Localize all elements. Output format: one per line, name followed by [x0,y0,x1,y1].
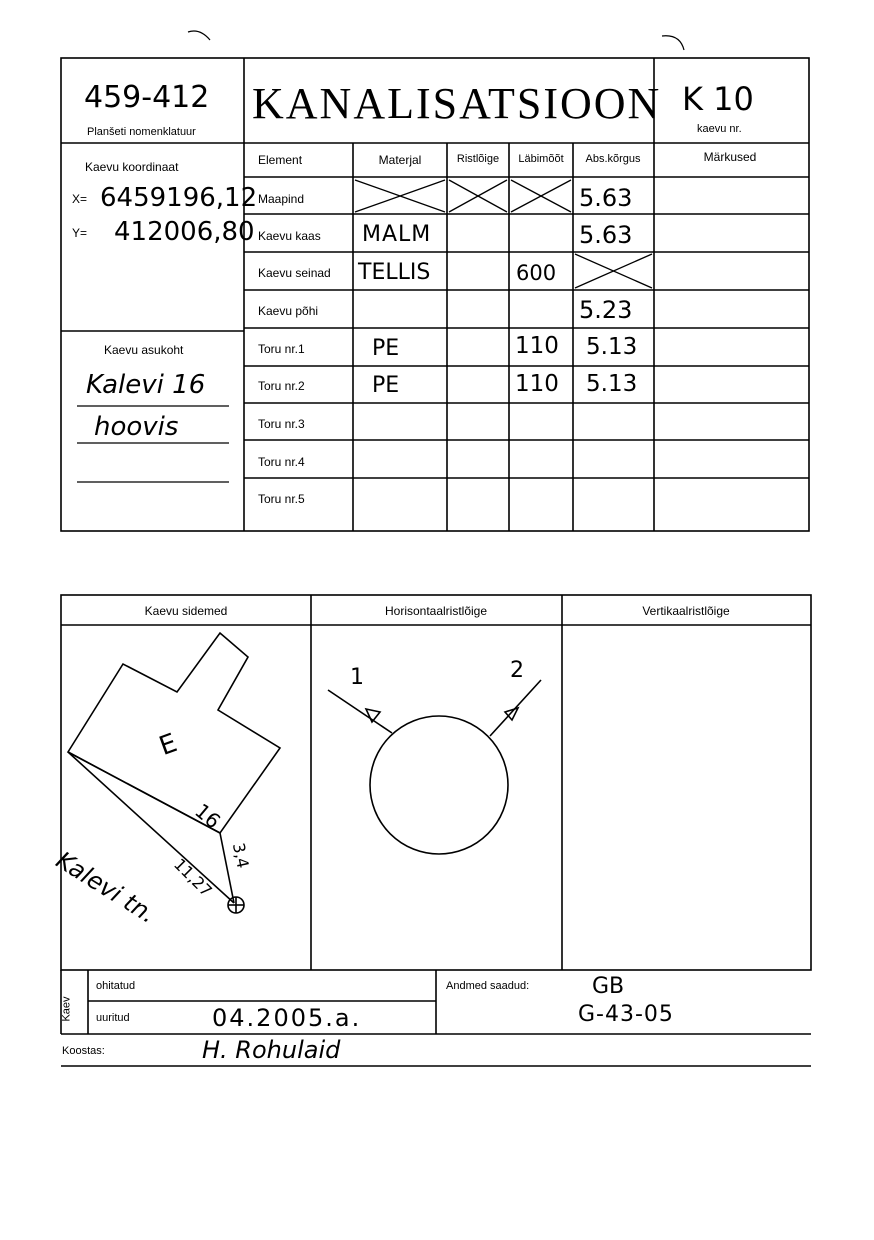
row-diameter-2: 600 [516,261,557,285]
location-line-1: Kalevi 16 [86,370,206,400]
compiled-by-value: H. Rohulaid [202,1036,341,1064]
nomenclature-label: Planšeti nomenklatuur [87,126,196,138]
row-material-5: PE [372,373,400,398]
compiled-by-label: Koostas: [62,1045,105,1057]
y-coordinate-value: 412006,80 [114,217,255,247]
col-header-element: Element [258,153,303,167]
well-number-label: kaevu nr. [697,123,742,135]
col-header-notes: Märkused [703,150,757,164]
building-label: E [155,728,182,762]
row-element-0: Maapind [258,192,305,206]
nomenclature-value: 459-412 [84,80,210,115]
vertical-section-header: Vertikaalristlõige [642,604,730,618]
row-material-1: MALM [362,222,432,247]
distance-label-c: 11,27 [169,854,216,901]
row-element-3: Kaevu põhi [258,304,319,318]
row-height-3: 5.23 [579,296,633,324]
distance-label-b: 3,4 [228,841,253,870]
row-element-2: Kaevu seinad [258,266,331,280]
well-vertical-label: Kaev [60,996,73,1022]
data-received-value-1: GB [592,974,625,999]
data-received-value-2: G-43-05 [578,1002,674,1027]
distance-label-a: 16 [190,798,226,834]
col-header-section: Ristlõige [456,153,500,165]
well-number-value: K 10 [682,80,754,118]
coordinates-label: Kaevu koordinaat [85,160,179,174]
x-coordinate-value: 6459196,12 [100,183,258,213]
row-height-5: 5.13 [586,371,638,397]
pipe-2-label: 2 [510,658,524,683]
horizontal-section-header: Horisontaalristlõige [384,604,488,618]
row-element-4: Toru nr.1 [258,342,305,356]
row-element-8: Toru nr.5 [258,492,305,506]
row-height-1: 5.63 [579,221,633,249]
row-material-4: PE [372,336,400,361]
location-line-2: hoovis [94,412,179,442]
page-title: KANALISATSIOON [252,79,662,128]
col-header-material: Materjal [378,153,422,167]
location-label: Kaevu asukoht [104,343,184,357]
row-diameter-4: 110 [515,333,559,359]
row-diameter-5: 110 [515,371,559,397]
row-element-1: Kaevu kaas [258,229,321,243]
inspected-label: ohitatud [96,980,136,992]
measured-date: 04.2005.a. [212,1004,362,1032]
row-element-6: Toru nr.3 [258,417,305,431]
col-header-height: Abs.kõrgus [585,153,641,165]
connections-header: Kaevu sidemed [144,604,228,618]
pipe-1-label: 1 [350,665,364,690]
y-label: Y= [72,226,88,240]
row-height-4: 5.13 [586,334,638,360]
col-header-diameter: Läbimõõt [518,153,564,165]
row-material-2: TELLIS [358,260,431,285]
x-label: X= [72,192,88,206]
row-height-0: 5.63 [579,184,633,212]
horizontal-section-drawing [328,680,541,854]
row-element-5: Toru nr.2 [258,379,305,393]
row-element-7: Toru nr.4 [258,455,305,469]
data-received-label: Andmed saadud: [446,980,530,992]
street-label: Kalevi tn. [51,846,161,929]
measured-label: uuritud [96,1012,130,1024]
